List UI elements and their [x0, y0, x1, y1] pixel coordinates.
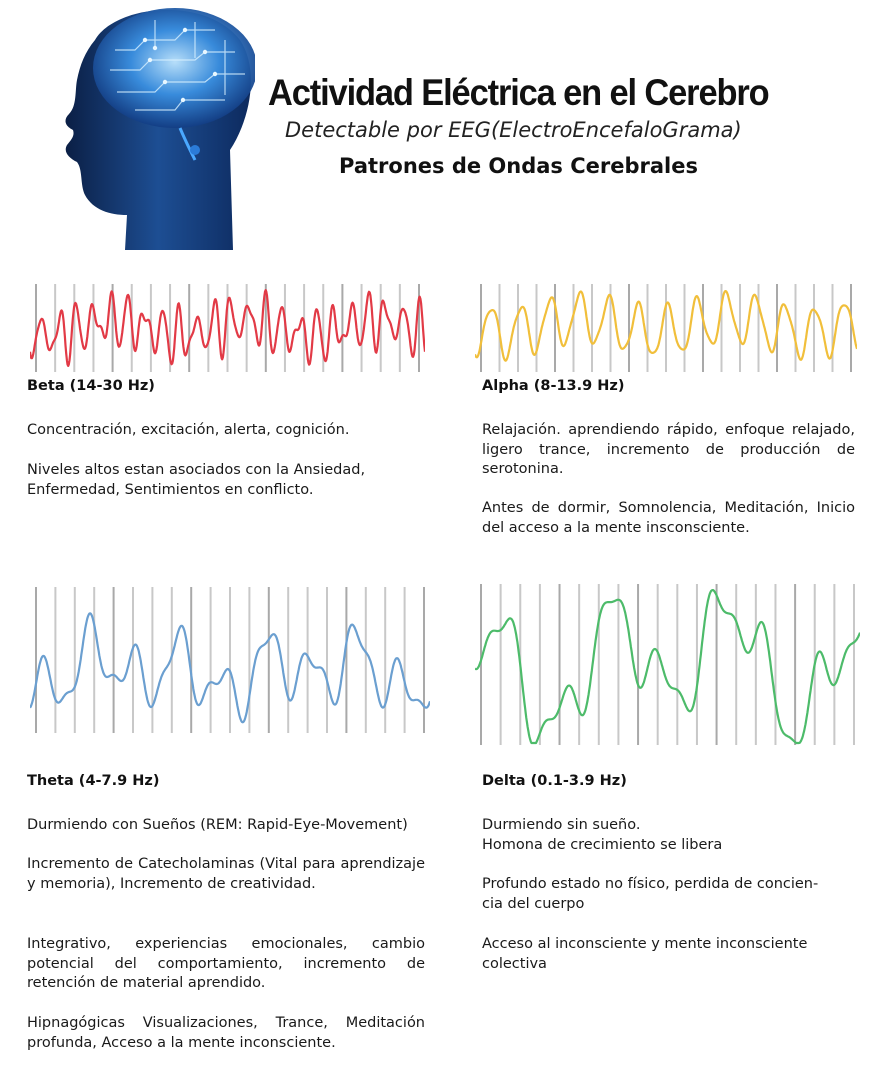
wave-line	[475, 590, 860, 743]
section-heading: Patrones de Ondas Cerebrales	[339, 154, 698, 178]
theta-title: Theta (4-7.9 Hz)	[27, 773, 160, 789]
theta-wave-trace	[30, 585, 430, 735]
delta-description-2a: Profundo estado no físico, perdida de concien-	[482, 876, 819, 892]
alpha-description-1: Relajación. aprendiendo rápido, enfoque relajado, ligero trance, incremento de producción de serotonina.	[482, 422, 855, 478]
delta-title: Delta (0.1-3.9 Hz)	[482, 773, 627, 789]
page-subtitle: Detectable por EEG(ElectroEncefaloGrama)	[285, 118, 742, 142]
alpha-description-2: Antes de dormir, Somnolencia, Meditación, Inicio del acceso a la mente insconsciente.	[482, 500, 855, 536]
beta-description-2b: Enfermedad, Sentimientos en conflicto.	[27, 482, 314, 498]
beta-description-2a: Niveles altos estan asociados con la Ansiedad,	[27, 462, 366, 478]
delta-description-3: Acceso al inconsciente y mente inconsciente colectiva	[482, 936, 808, 972]
delta-description-1b: Homona de crecimiento se libera	[482, 837, 723, 853]
delta-wave-trace	[475, 582, 860, 747]
delta-description-2b: cia del cuerpo	[482, 896, 585, 912]
page-title: Actividad Eléctrica en el Cerebro	[268, 72, 769, 113]
theta-description-2: Incremento de Catecholaminas (Vital para aprendizaje y memoria), Incremento de creatividad.	[27, 856, 425, 892]
beta-title: Beta (14-30 Hz)	[27, 378, 155, 394]
beta-wave-trace	[30, 282, 425, 374]
theta-description-3: Integrativo, experiencias emocionales, cambio potencial del comportamiento, incremento de retención de material aprendido.	[27, 936, 425, 992]
theta-description-4: Hipnagógicas Visualizaciones, Trance, Meditación profunda, Acceso a la mente inconsciente.	[27, 1015, 425, 1051]
brain-head-illustration	[55, 0, 255, 250]
delta-description-1a: Durmiendo sin sueño.	[482, 817, 641, 833]
alpha-wave-trace	[475, 282, 857, 374]
theta-description-1: Durmiendo con Sueños (REM: Rapid-Eye-Movement)	[27, 817, 408, 833]
beta-description-1: Concentración, excitación, alerta, cognición.	[27, 422, 350, 438]
alpha-title: Alpha (8-13.9 Hz)	[482, 378, 625, 394]
